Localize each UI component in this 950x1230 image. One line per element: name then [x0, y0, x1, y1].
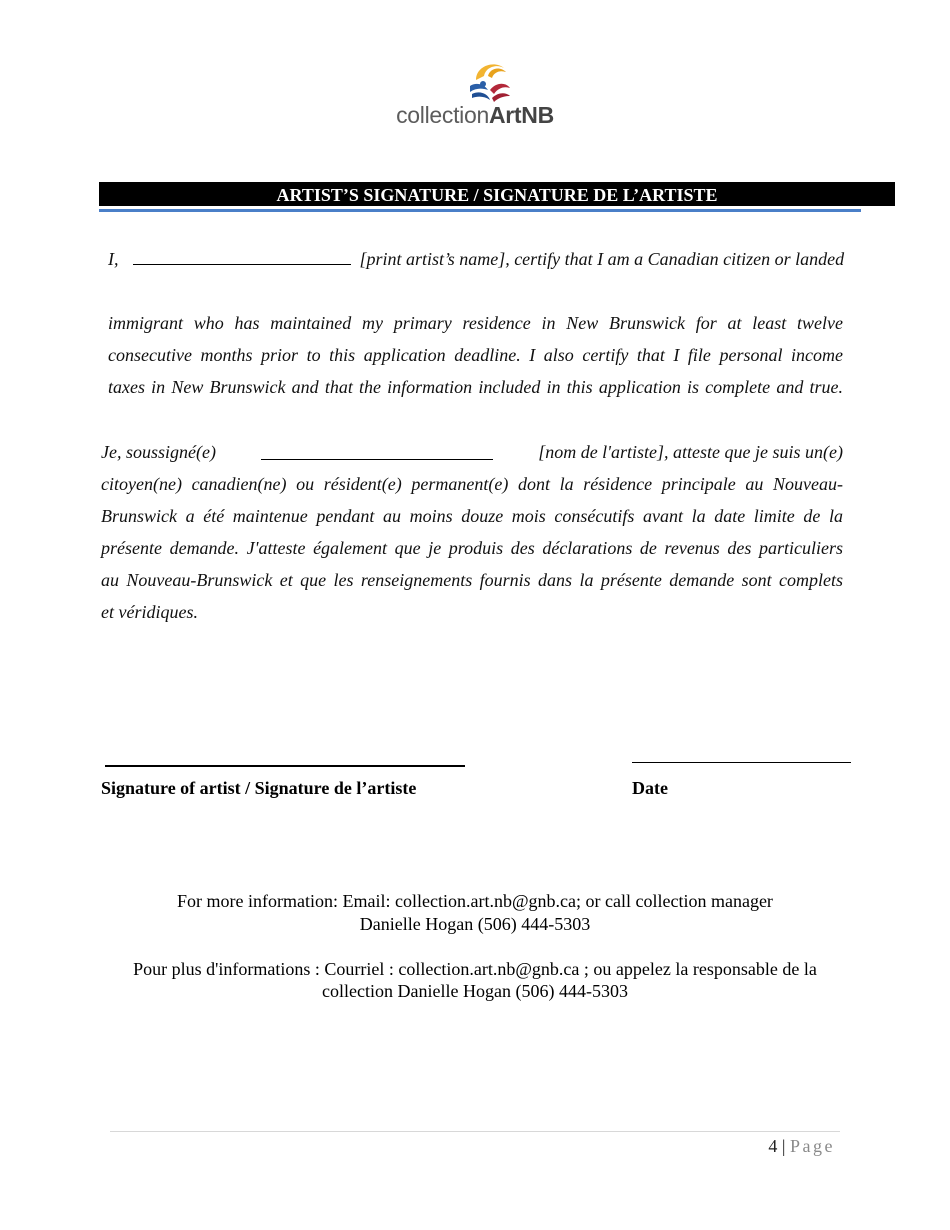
logo-text-bold: ArtNB: [488, 102, 554, 128]
english-line-3: consecutive months prior to this application deadline. I also certify that I file personal income: [108, 345, 843, 365]
english-line-4: taxes in New Brunswick and that the information included in this application is complete and true.: [108, 377, 843, 397]
logo: [0, 56, 950, 136]
signature-label: Signature of artist / Signature de l’artiste: [101, 778, 417, 798]
french-line-1-end: [nom de l'artiste], atteste que je suis un(e): [538, 442, 843, 462]
contact-english-line-1: For more information: Email: collection.art.nb@gnb.ca; or call collection manager: [177, 891, 773, 911]
french-line-4: présente demande. J'atteste également que je produis des déclarations de revenus des particuliers: [101, 538, 843, 558]
contact-english-line-2: Danielle Hogan (506) 444-5303: [359, 914, 591, 934]
english-line-1-end: [print artist’s name], certify that I am a Canadian citizen or landed: [359, 249, 845, 269]
french-line-3: Brunswick a été maintenue pendant au moins douze mois consécutifs avant la date limite de la: [101, 506, 843, 526]
nom-artiste-blank: [261, 445, 493, 460]
french-line-6: et véridiques.: [101, 602, 198, 622]
page-footer: [600, 1136, 835, 1157]
page-number: 4: [768, 1136, 778, 1156]
contact-french-line-1: Pour plus d'informations : Courriel : collection.art.nb@gnb.ca ; ou appelez la responsable de la: [133, 959, 817, 979]
footer-rule: [110, 1131, 840, 1132]
logo-text-light: collection: [396, 102, 489, 128]
english-line-1: [108, 249, 844, 270]
french-line-5: au Nouveau-Brunswick et que les renseignements fournis dans la présente demande sont complets: [101, 570, 843, 590]
artist-name-blank: [133, 250, 351, 265]
contact-french-line-2: collection Danielle Hogan (506) 444-5303: [322, 981, 628, 1001]
date-label: Date: [632, 778, 668, 798]
signature-line[interactable]: [105, 765, 465, 767]
date-line[interactable]: [632, 762, 851, 763]
french-line-2: citoyen(ne) canadien(ne) ou résident(e) permanent(e) dont la résidence principale au Nouveau-: [101, 474, 843, 494]
french-line-1: [101, 442, 843, 463]
french-line-1-start: Je, soussigné(e): [101, 442, 216, 462]
english-line-2: immigrant who has maintained my primary residence in New Brunswick for at least twelve: [108, 313, 843, 333]
page-separator: |: [781, 1136, 786, 1156]
page-label: Page: [790, 1136, 835, 1156]
collectionartnb-logo-icon: [466, 60, 512, 102]
header-rule: [99, 209, 861, 212]
logo-wordmark: [0, 102, 950, 129]
section-header: ARTIST’S SIGNATURE / SIGNATURE DE L’ARTISTE: [99, 182, 895, 206]
english-line-1-start: I,: [108, 249, 119, 269]
